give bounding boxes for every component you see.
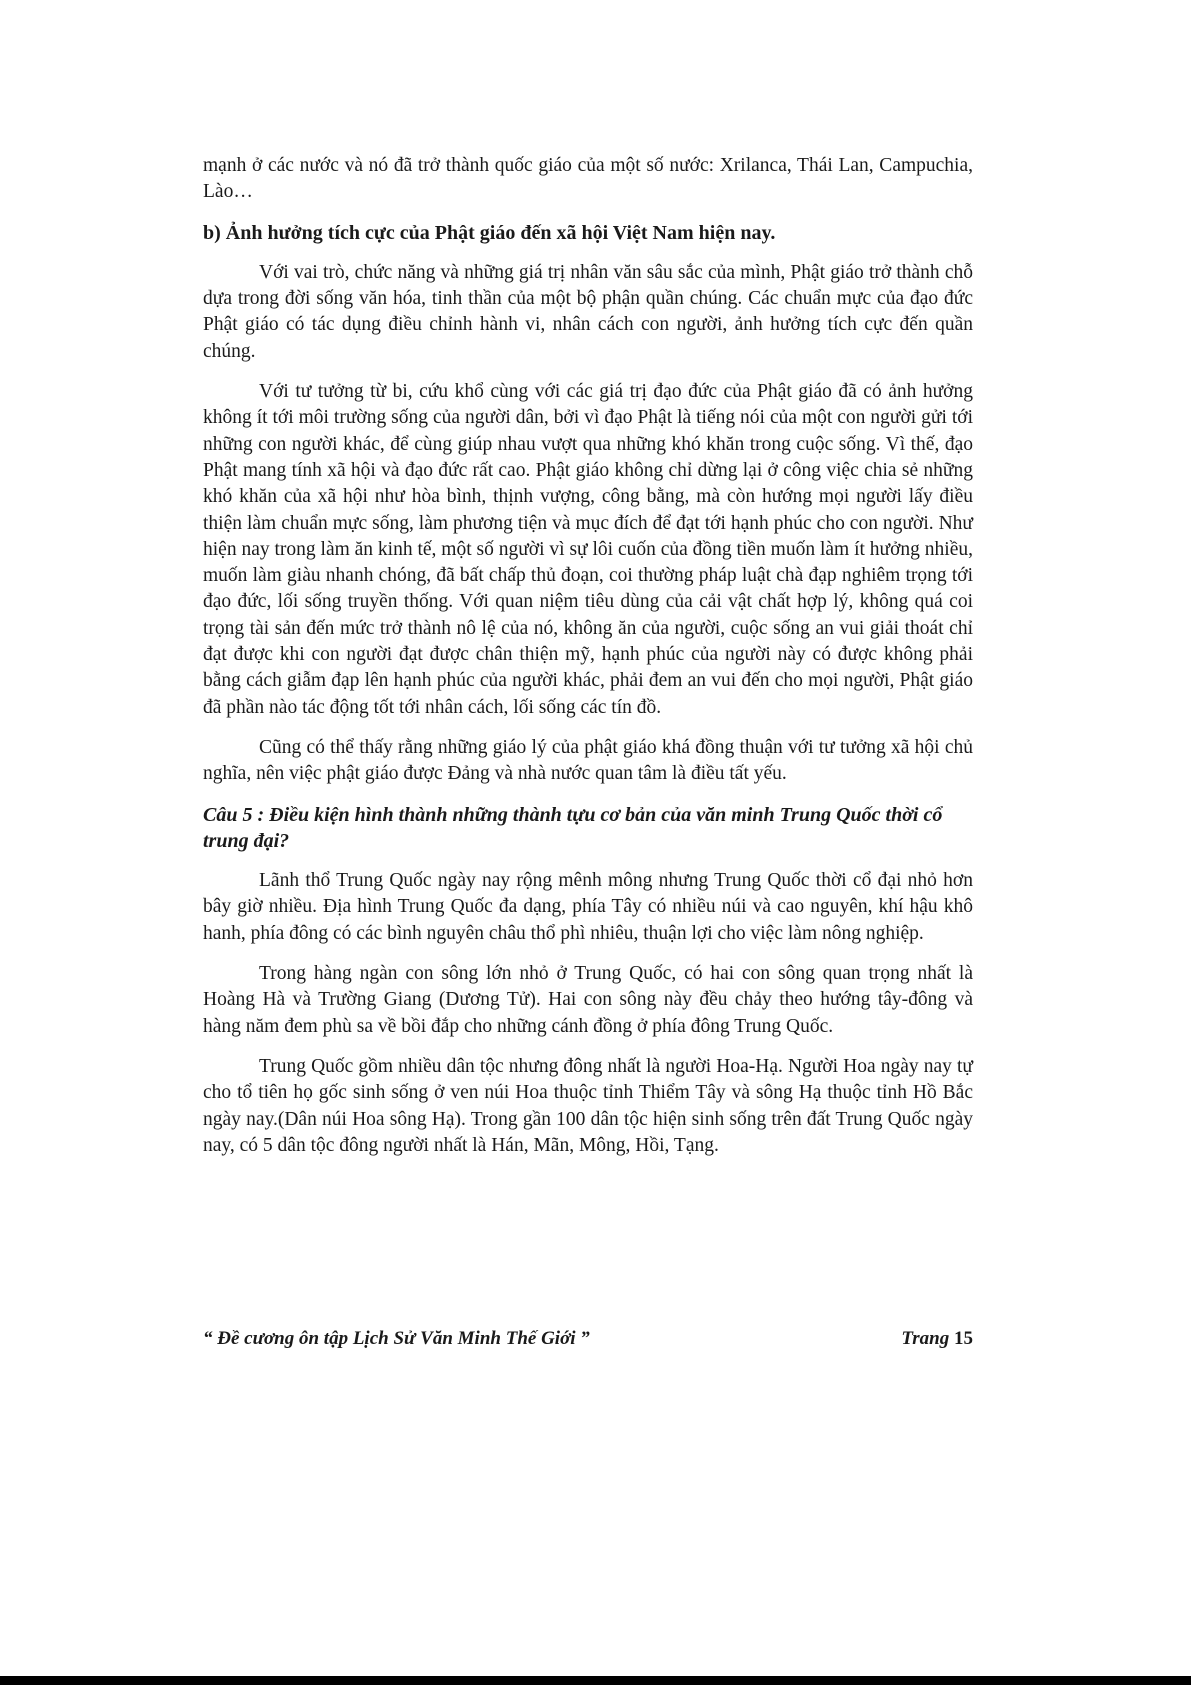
continuation-paragraph: mạnh ở các nước và nó đã trở thành quốc giáo của một số nước: Xrilanca, Thái Lan, Campuchia, Lào…: [203, 155, 973, 203]
question-heading: Câu 5 : Điều kiện hình thành những thành tựu cơ bản của văn minh Trung Quốc thời cổ trung đại?: [203, 803, 943, 852]
section-heading: b) Ảnh hưởng tích cực của Phật giáo đến xã hội Việt Nam hiện nay.: [203, 221, 776, 244]
body-paragraph: Với tư tưởng từ bi, cứu khổ cùng với các giá trị đạo đức của Phật giáo đã có ảnh hưởng không ít tới môi trường sống của người dân, bởi vì đạo Phật là tiếng nói của một con người gửi tới những con người khác, để cùng giúp nhau vượt qua những khó khăn trong cuộc sống. Vì thế, đạo Phật mang tính xã hội và đạo đức rất cao. Phật giáo không chỉ dừng lại ở công việc chia sẻ những khó khăn của xã hội như hòa bình, thịnh vượng, công bằng, mà còn hướng mọi người lấy điều thiện làm chuẩn mực sống, làm phương tiện và mục đích để đạt tới hạnh phúc cho con người. Như hiện nay trong làm ăn kinh tế, một số người vì sự lôi cuốn của đồng tiền muốn làm ít hưởng nhiều, muốn làm giàu nhanh chóng, đã bất chấp thủ đoạn, coi thường pháp luật chà đạp nghiêm trọng tới đạo đức, lối sống truyền thống. Với quan niệm tiêu dùng của cải vật chất hợp lý, không quá coi trọng tài sản đến mức trở thành nô lệ của nó, không ăn của người, cuộc sống an vui giải thoát chỉ đạt được khi con người đạt được chân thiện mỹ, hạnh phúc của người này có được không phải bằng cách giẫm đạp lên hạnh phúc của người khác, phải đem an vui đến cho mọi người, Phật giáo đã phần nào tác động tốt tới nhân cách, lối sống các tín đồ.: [203, 381, 973, 718]
page-footer: [203, 1328, 973, 1350]
footer-title: “ Đề cương ôn tập Lịch Sử Văn Minh Thế Giới ”: [203, 1328, 590, 1349]
page-number: 15: [954, 1328, 973, 1349]
body-paragraph: Với vai trò, chức năng và những giá trị nhân văn sâu sắc của mình, Phật giáo trở thành chỗ dựa trong đời sống văn hóa, tinh thần của một bộ phận quần chúng. Các chuẩn mực của đạo đức Phật giáo có tác dụng điều chỉnh hành vi, nhân cách con người, ảnh hưởng tích cực đến quần chúng.: [203, 261, 973, 362]
page-label-text: Trang: [901, 1328, 950, 1349]
body-paragraph: Lãnh thổ Trung Quốc ngày nay rộng mênh mông nhưng Trung Quốc thời cổ đại nhỏ hơn bây giờ nhiều. Địa hình Trung Quốc đa dạng, phía Tây có nhiều núi và cao nguyên, khí hậu khô hanh, phía đông có các bình nguyên châu thổ phì nhiêu, thuận lợi cho việc làm nông nghiệp.: [203, 870, 973, 944]
scan-bottom-edge: [0, 1676, 1191, 1685]
body-paragraph: Cũng có thể thấy rằng những giáo lý của phật giáo khá đồng thuận với tư tưởng xã hội chủ nghĩa, nên việc phật giáo được Đảng và nhà nước quan tâm là điều tất yếu.: [203, 736, 973, 785]
page-number-label: [901, 1328, 973, 1350]
page-content: [203, 153, 973, 1173]
body-paragraph: Trung Quốc gồm nhiều dân tộc nhưng đông nhất là người Hoa-Hạ. Người Hoa ngày nay tự cho tổ tiên họ gốc sinh sống ở ven núi Hoa thuộc tỉnh Thiểm Tây và sông Hạ thuộc tỉnh Hồ Bắc ngày nay.(Dân núi Hoa sông Hạ). Trong gần 100 dân tộc hiện sinh sống trên đất Trung Quốc ngày nay, có 5 dân tộc đông người nhất là Hán, Mãn, Mông, Hồi, Tạng.: [203, 1055, 973, 1156]
body-paragraph: Trong hàng ngàn con sông lớn nhỏ ở Trung Quốc, có hai con sông quan trọng nhất là Hoàng Hà và Trường Giang (Dương Tử). Hai con sông này đều chảy theo hướng tây-đông và hàng năm đem phù sa về bồi đắp cho những cánh đồng ở phía đông Trung Quốc.: [203, 963, 973, 1037]
